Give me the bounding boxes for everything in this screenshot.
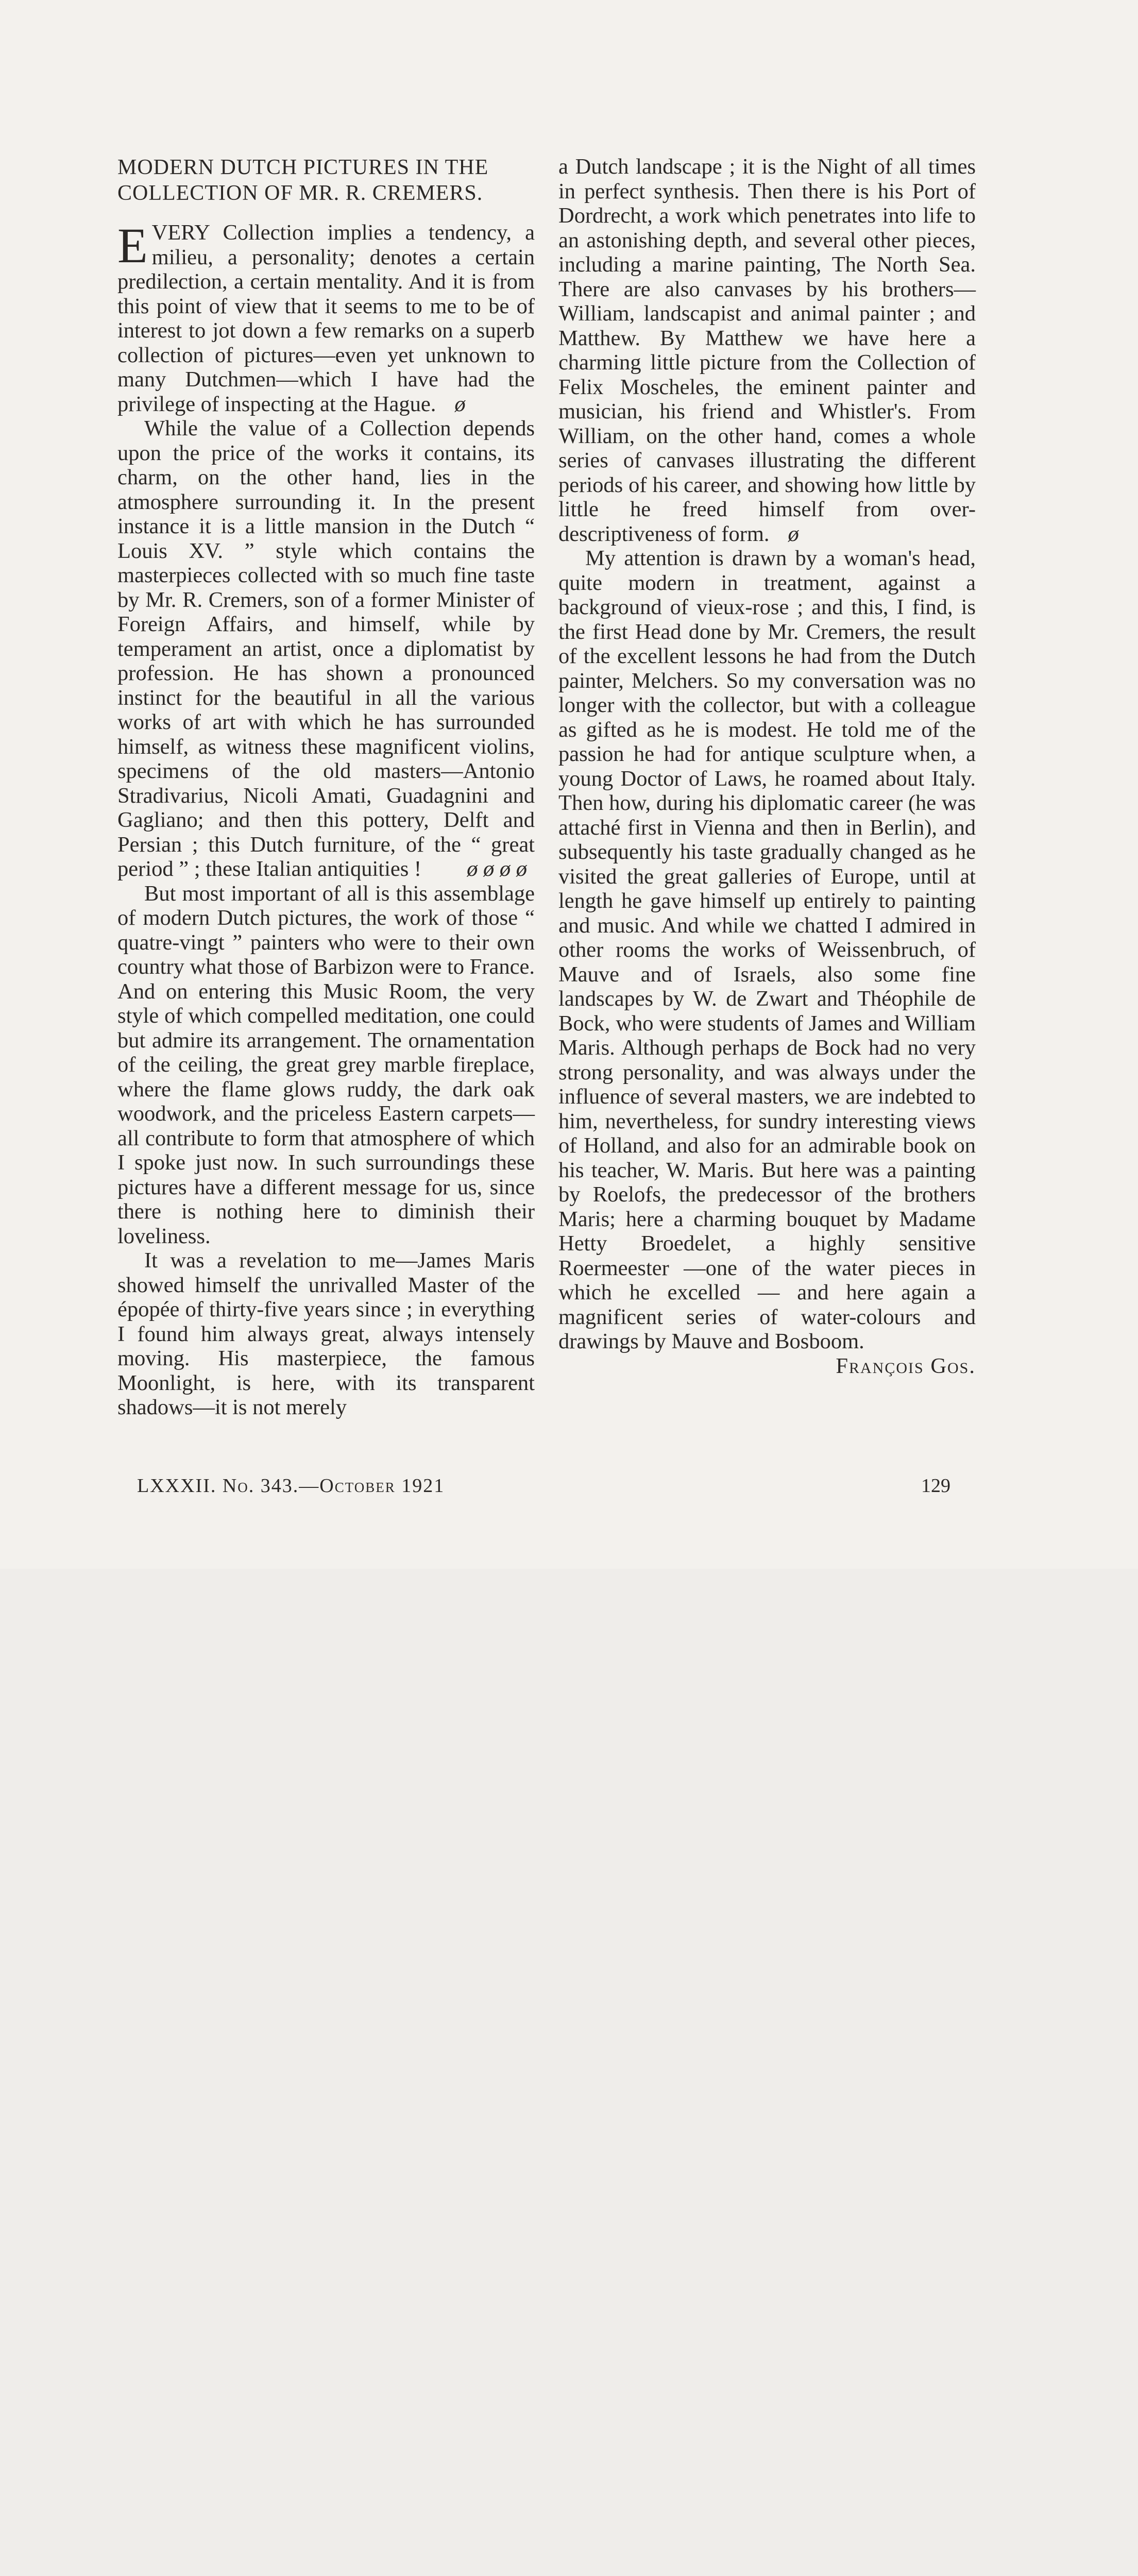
paragraph-1: [117, 218, 535, 416]
paragraph-2: [117, 416, 535, 882]
article-title: MODERN DUTCH PICTURES IN THE COLLECTION OF MR. R. CREMERS.: [117, 156, 489, 205]
viewer-footer-bar: [0, 1569, 1138, 1718]
right-column: [558, 155, 976, 1378]
leaf-ornament-icon: ø: [788, 521, 799, 546]
left-column: [117, 155, 535, 1420]
leaf-ornament-row-icon: ø ø ø ø: [467, 857, 527, 881]
author-signature: François Gos.: [836, 1353, 976, 1378]
paragraph-5-text: a Dutch landscape ; it is the Night of all times in perfect synthesis. Then there is his Port of Dordrecht, a work which penetrates into life to an astonishing depth, and several other pieces, including a marine painting, The North Sea. There are also canvases by his brothers—William, landscapist and animal painter ; and Matthew. By Matthew we have here a charming little picture from the Collection of Felix Moscheles, the eminent painter and musician, his friend and Whistler's. From William, on the other hand, comes a whole series of canvases illustrating the different periods of his career, and showing how little by little he freed himself from over-descriptiveness of form.: [558, 155, 976, 546]
drop-cap: E: [117, 218, 148, 273]
paragraph-1-text: VERY Collection implies a tendency, a milieu, a personality; denotes a certain predilection, a certain mentality. And it is from this point of view that it seems to me to be of interest to jot down a few remarks on a superb collection of pictures—even yet unknown to many Dutchmen—which I have had the privilege of inspecting at the Hague.: [117, 221, 535, 416]
paragraph-3: But most important of all is this assemblage of modern Dutch pictures, the work of those “ quatre-vingt ” painters who were to their own country what those of Barbizon were to France. And on entering this Music Room, the very style of which compelled meditation, one could but admire its arrangement. The ornamentation of the ceiling, the great grey marble fireplace, where the flame glows ruddy, the dark oak woodwork, and the priceless Eastern carpets—all contribute to form that atmosphere of which I spoke just now. In such surroundings these pictures have a different message for us, since there is nothing here to diminish their loveliness.: [117, 881, 535, 1248]
paragraph-2-text: While the value of a Collection depends upon the price of the works it contains, its charm, on the other hand, lies in the atmosphere surrounding it. In the present instance it is a little mansion in the Dutch “ Louis XV. ” style which contains the masterpieces collected with so much fine taste by Mr. R. Cremers, son of a former Minister of Foreign Affairs, and himself, while by temperament an artist, once a diplomatist by profession. He has shown a pronounced instinct for the beautiful in all the various works of art with which he has surrounded himself, as witness these magnificent violins, specimens of the old masters—Antonio Stradivarius, Nicoli Amati, Guadagnini and Gagliano; and then this pottery, Delft and Persian ; this Dutch furniture, of the “ great period ” ; these Italian antiquities !: [117, 416, 535, 881]
paragraph-5: [558, 155, 976, 546]
leaf-ornament-icon: ø: [454, 392, 466, 416]
issue-footer: LXXXII. No. 343.—October 1921: [137, 1475, 445, 1497]
page-number: 129: [921, 1475, 950, 1497]
paragraph-6: My attention is drawn by a woman's head, quite modern in treatment, against a background of vieux-rose ; and this, I find, is the first Head done by Mr. Cremers, the result of the excellent lessons he had from the Dutch painter, Melchers. So my conversation was no longer with the collector, but with a colleague as gifted as he is modest. He told me of the passion he had for antique sculpture when, a young Doctor of Laws, he roamed about Italy. Then how, during his diplomatic career (he was attaché first in Vienna and then in Berlin), and subsequently his taste gradually changed as he visited the great galleries of Europe, until at length he gave himself up entirely to painting and music. And while we chatted I admired in other rooms the works of Weissenbruch, of Mauve and of Israels, also some fine landscapes by W. de Zwart and Théophile de Bock, who were students of James and William Maris. Although perhaps de Bock had no very strong personality, and was always under the influence of several masters, we are indebted to him, nevertheless, for sundry interesting views of Holland, and also for an admirable book on his teacher, W. Maris. But here was a painting by Roelofs, the predecessor of the brothers Maris; here a charming bouquet by Madame Hetty Broedelet, a highly sensitive Roermeester —one of the water pieces in which he excelled — and here again a magnificent series of water-colours and drawings by Mauve and Bosboom.: [558, 546, 976, 1353]
paragraph-4: It was a revelation to me—James Maris showed himself the unrivalled Master of the épopée of thirty-five years since ; in everything I found him always great, always intensely moving. His masterpiece, the famous Moonlight, is here, with its transparent shadows—it is not merely: [117, 1248, 535, 1419]
